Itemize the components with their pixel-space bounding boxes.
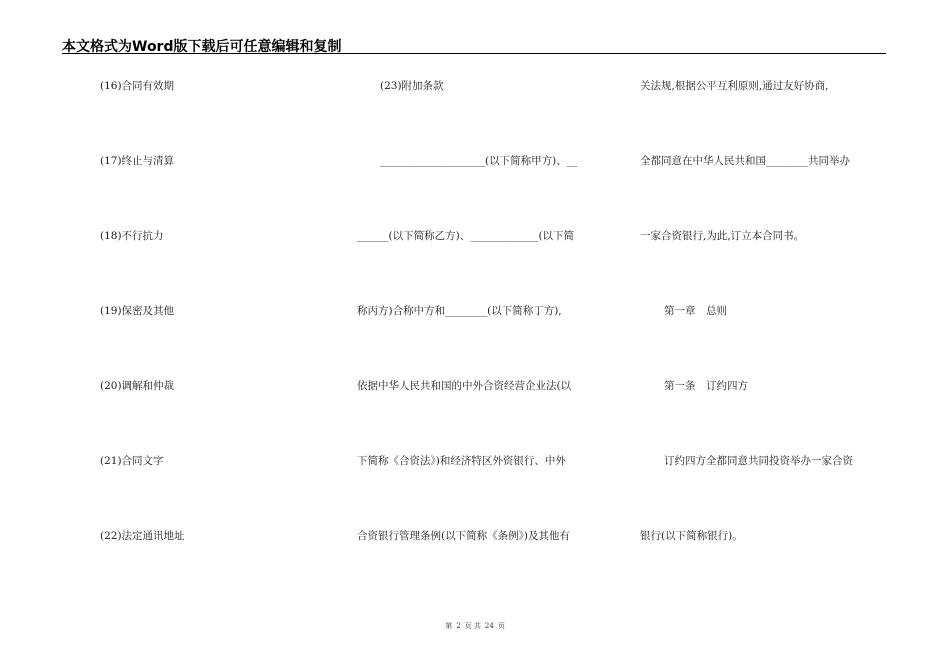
footer-page-number: 2 [456,622,461,630]
body-text-line: 全都同意在中华人民共和国________共同举办 [640,155,850,167]
body-text-line: 关法规,根据公平互利原则,通过友好协商, [640,80,829,92]
body-text-line: ____________________(以下简称甲方)、__ [380,155,578,167]
toc-item: (19)保密及其他 [100,305,175,317]
toc-item: (21)合同文字 [100,455,164,467]
toc-item: (20)调解和仲裁 [100,380,175,392]
toc-item: (17)终止与清算 [100,155,175,167]
body-text-line: 下简称《合资法》)和经济特区外资银行、中外 [357,455,566,467]
body-text-line: 依据中华人民共和国的中外合资经营企业法(以 [357,380,572,392]
footer-page-prefix: 第 [445,622,453,630]
footer-page-suffix: 页 [497,622,505,630]
footer-total-pages: 24 [484,622,494,630]
toc-item: (16)合同有效期 [100,80,175,92]
page-footer [0,621,950,631]
toc-item: (23)附加条款 [380,80,444,92]
document-header-title: 本文格式为Word版下载后可任意编辑和复制 [62,39,342,55]
toc-item: (18)不行抗力 [100,230,164,242]
header-divider [62,53,886,54]
body-text-line: 称丙方)合称中方和________(以下简称丁方), [357,305,562,317]
article-heading: 第一条 订约四方 [664,380,748,392]
body-text-line: 订约四方全都同意共同投资举办一家合资 [664,455,853,467]
toc-item: (22)法定通讯地址 [100,530,185,542]
footer-page-mid: 页 共 [464,622,481,630]
body-text-line: 银行(以下简称银行)。 [640,530,743,542]
body-text-line: 一家合资银行,为此,订立本合同书。 [640,230,805,242]
chapter-heading: 第一章 总则 [664,305,727,317]
body-text-line: ______(以下简称乙方)、_____________(以下简 [357,230,575,242]
body-text-line: 合资银行管理条例(以下简称《条例》)及其他有 [357,530,570,542]
